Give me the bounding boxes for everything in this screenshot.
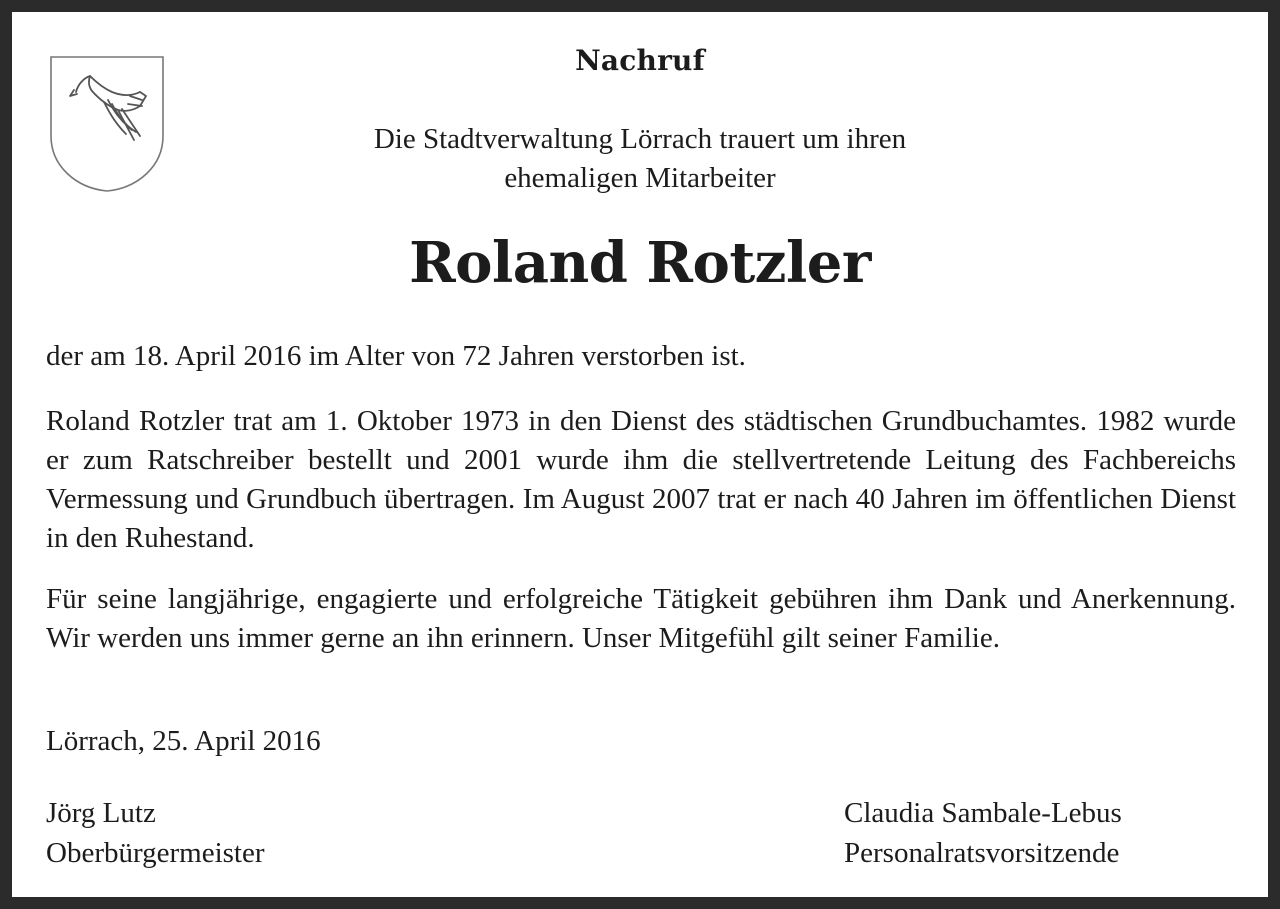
deceased-name: Roland Rotzler — [409, 230, 871, 296]
intro-line-1: Die Stadtverwaltung Lörrach trauert um ihren — [373, 123, 907, 155]
signer-role: Oberbürgermeister — [46, 837, 265, 869]
obituary-notice — [12, 12, 1268, 897]
paragraph-died: der am 18. April 2016 im Alter von 72 Jahren verstorben ist. — [46, 340, 746, 372]
signer-name: Claudia Sambale-Lebus — [844, 797, 1122, 829]
signer-name: Jörg Lutz — [46, 797, 156, 829]
notice-heading: Nachruf — [575, 44, 705, 77]
paragraph-career: Roland Rotzler trat am 1. Oktober 1973 in den Dienst des städtischen Grundbuchamtes. 1982 wurde er zum Ratschreiber bestellt und 2001 wurde ihm die stellvertretende Leitung des Fachbereichs Vermessung und Grundbuch übertragen. Im August 2007 trat er nach 40 Jahren im öffentlichen Dienst in den Ruhestand. — [46, 405, 1236, 554]
paragraph-thanks: Für seine langjährige, engagierte und erfolgreiche Tätigkeit gebühren ihm Dank und Anerkennung. Wir werden uns immer gerne an ihn erinnern. Unser Mitgefühl gilt seiner Familie. — [46, 583, 1236, 654]
place-date: Lörrach, 25. April 2016 — [46, 725, 321, 757]
intro-text — [12, 120, 1268, 198]
signer-mayor — [46, 793, 265, 873]
intro-line-2: ehemaligen Mitarbeiter — [504, 162, 776, 194]
signer-role: Personalratsvorsitzende — [844, 837, 1120, 869]
signer-staff-council — [844, 793, 1122, 873]
